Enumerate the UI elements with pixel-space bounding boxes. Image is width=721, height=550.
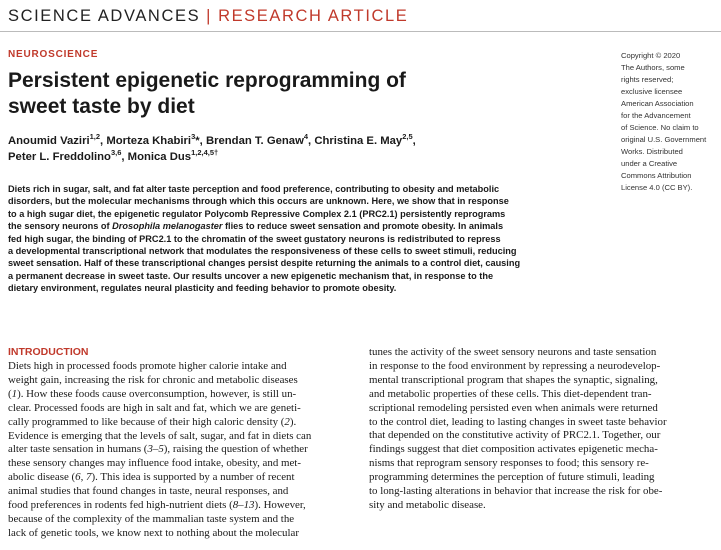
author-separator: ,: [308, 135, 315, 147]
body-text-line: Diets high in processed foods promote higher calorie intake and: [8, 360, 287, 372]
copyright-line: Works. Distributed: [621, 147, 683, 156]
copyright-line: License 4.0 (CC BY).: [621, 183, 693, 192]
section-label: NEUROSCIENCE: [8, 49, 99, 60]
author-affiliation: 1,2,4,5†: [191, 148, 219, 158]
body-text-line: findings suggest that diet composition activates epigenetic mecha-: [369, 443, 658, 456]
copyright-line: Copyright © 2020: [621, 51, 681, 60]
copyright-line: under a Creative: [621, 159, 678, 168]
body-text-line: that depended on the constitutive activity of PRC2.1. Together, our: [369, 429, 661, 442]
title-line: Persistent epigenetic reprogramming of: [8, 69, 406, 92]
title-line: sweet taste by diet: [8, 95, 195, 118]
abstract-line: a permanent decrease in sweet taste. Our results uncover a new epigenetic mechanism that, in response to the: [8, 270, 494, 281]
article-type: RESEARCH ARTICLE: [218, 7, 409, 25]
author-separator: ,: [412, 135, 416, 147]
author-line: [8, 133, 568, 149]
abstract-line: a developmental transcriptional network that modulates the responsiveness of these cells to sweet stimuli, reducing: [8, 246, 517, 257]
author-affiliation: 1,2: [89, 132, 101, 142]
copyright-line: original U.S. Government: [621, 135, 707, 144]
author-name: Anoumid Vaziri: [8, 135, 90, 147]
author-affiliation: 3,6: [110, 148, 122, 158]
body-text-line: Evidence is emerging that the levels of salt, sugar, and fat in diets can: [8, 429, 312, 442]
copyright-line: The Authors, some: [621, 63, 685, 72]
body-text-line: cally programmed to like because of their high caloric density (2).: [8, 415, 297, 428]
copyright-line: American Association: [621, 99, 694, 108]
abstract-line: disorders, but the molecular mechanisms through which this occurs are unknown. Here, we show that in response: [8, 196, 509, 207]
corresponding-mark: *: [195, 135, 200, 147]
body-column-right: [369, 346, 714, 513]
body-text-line: programming determines the perception of future stimuli, leading: [369, 471, 655, 484]
body-text-line: weight gain, increasing the risk for chronic and metabolic diseases: [8, 373, 298, 386]
author-affiliation: 3: [191, 132, 196, 142]
abstract-line: fed high sugar, the binding of PRC2.1 to the chromatin of the sweet gustatory neurons is redistributed to repress: [8, 233, 501, 244]
copyright-notice: [621, 50, 717, 194]
body-text-line: sity and metabolic disease.: [369, 498, 486, 511]
copyright-line: of Science. No claim to: [621, 123, 699, 132]
abstract-line: the sensory neurons of Drosophila melanogaster flies to reduce sweet sensation and promote obesity. In animals: [8, 221, 504, 232]
author-name: Peter L. Freddolino: [8, 151, 111, 163]
copyright-line: rights reserved;: [621, 75, 674, 84]
body-text-line: and metabolic properties of these cells. This diet-dependent tran-: [369, 387, 652, 400]
body-text-line: lack of genetic tools, we know next to nothing about the molecular: [8, 526, 299, 539]
abstract: [8, 183, 613, 295]
author-line: [8, 149, 568, 165]
header-separator: |: [206, 7, 213, 25]
body-text-line: scriptional remodeling persisted even when animals were returned: [369, 401, 658, 414]
body-text-line: in response to the food environment by repressing a neurodevelop-: [369, 359, 661, 372]
body-text-line: animal studies that found changes in taste, neural responses, and: [8, 485, 289, 498]
header-rule: [0, 31, 721, 32]
body-text-line: (1). How these foods cause overconsumption, however, is still un-: [8, 387, 297, 400]
copyright-line: for the Advancement: [621, 111, 691, 120]
body-text-line: tunes the activity of the sweet sensory neurons and taste sensation: [369, 346, 657, 358]
introduction-heading: INTRODUCTION: [8, 346, 89, 358]
article-title: [8, 68, 528, 120]
author-name: Brendan T. Genaw: [205, 135, 304, 147]
abstract-line: to a high sugar diet, the epigenetic regulator Polycomb Repressive Complex 2.1 (PRC2.1) persistently reprograms: [8, 208, 506, 219]
journal-header: [8, 7, 408, 29]
author-separator: ,: [100, 135, 107, 147]
body-text-line: alter taste sensation in humans (3–5), raising the question of whether: [8, 443, 308, 456]
author-list: [8, 133, 568, 165]
body-text-line: these sensory changes may influence food intake, obesity, and met-: [8, 457, 301, 470]
author-name: Monica Dus: [127, 151, 192, 163]
abstract-line: Diets rich in sugar, salt, and fat alter taste perception and food preference, contributing to obesity and metabolic: [8, 184, 500, 194]
body-text-line: abolic disease (6, 7). This idea is supported by a number of recent: [8, 471, 295, 484]
author-affiliation: 4: [303, 132, 309, 142]
body-text-line: mental transcriptional program that shapes the synaptic, signaling,: [369, 373, 658, 386]
body-text-line: because of the complexity of the mammalian taste system and the: [8, 512, 295, 525]
journal-name: SCIENCE ADVANCES: [8, 7, 201, 25]
body-text-line: to the control diet, leading to lasting changes in sweet taste behavior: [369, 415, 667, 428]
author-affiliation: 2,5: [402, 132, 413, 142]
body-text-line: clear. Processed foods are high in salt and fat, which we are geneti-: [8, 401, 301, 414]
author-name: Christina E. May: [314, 135, 403, 147]
body-text-line: nisms that reprogram sensory responses to food; this sensory re-: [369, 457, 649, 470]
author-separator: ,: [121, 151, 128, 163]
copyright-line: Commons Attribution: [621, 171, 692, 180]
abstract-line: dietary environment, regulates neural plasticity and feeding behavior to promote obesity.: [8, 283, 397, 294]
body-column-left: [8, 360, 353, 541]
author-separator: ,: [199, 135, 206, 147]
body-text-line: to long-lasting alterations in behavior that increase the risk for obe-: [369, 485, 663, 498]
copyright-line: exclusive licensee: [621, 87, 683, 96]
body-text-line: food preferences in rodents fed high-nutrient diets (8–13). However,: [8, 499, 306, 512]
abstract-line: sweet sensation. Half of these transcriptional changes persist despite returning the animals to a control diet, causing: [8, 258, 521, 269]
author-name: Morteza Khabiri: [106, 135, 192, 147]
